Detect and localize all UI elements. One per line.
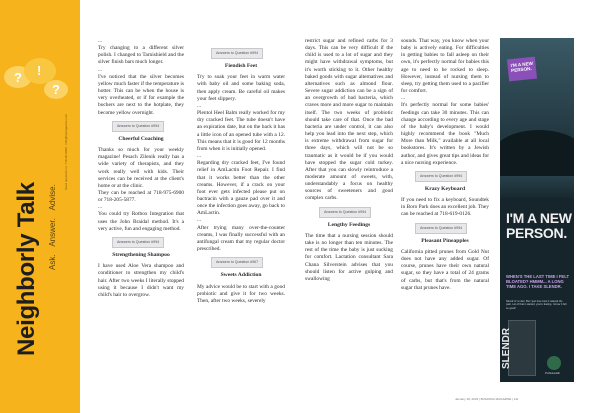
tagline-ask: Ask. <box>48 254 57 270</box>
answer-text: They can be reached at 718-975-6900 or 718-205-5877. <box>98 189 184 204</box>
answer-text: I've noticed that the silver becomes yellow much faster if the temperature is hotter. This can be when the house is very overheated, or if for example the bochers are next to the hotplate, they become yellow overnight. <box>98 73 184 116</box>
answer-text: I have used Aloe Vera shampoo and conditioner to strengthen my child's hair. After two weeks I literally stopped using it because I didn't want my child's hair to overgrow. <box>98 263 184 298</box>
question-tag: Answers to Question #994 <box>211 48 263 59</box>
question-heading: Lengthy Feedings <box>327 221 371 228</box>
answer-text: Try to soak your feet in warm water with baby oil and some baking soda, then apply cream. Be careful oil makes your feet slippery. <box>197 74 285 102</box>
brand-logo-icon <box>547 356 561 370</box>
contact-line: Send questions to: 718-00-0000 · info@bpmagazine.com <box>64 113 68 190</box>
speech-bubble-icon <box>44 80 68 99</box>
section-title: Neighborly Talk <box>13 182 40 356</box>
dots: ... <box>98 38 103 44</box>
answer-text: California pitted prunes from Gold Nut does not have any added sugar. Of course, prunes have their own natural sugar, so they have a total of 24 grams of carbs, but that's from the natural sugar that prunes have. <box>401 248 489 291</box>
answer-text: You could try Rotbox Integration that uses the John Braidal method. It's a very active, fun and engaging method. <box>98 211 184 232</box>
article-column-3 <box>305 38 393 283</box>
question-heading: Krazy Keyboard <box>424 185 466 192</box>
ad-logo-text: ProbioHealth <box>545 372 560 375</box>
question-heading: Fiendish Feet <box>224 63 258 70</box>
answer-text: My advice would be to start with a good probiotic and give it for two weeks. Then, after two weeks, severely <box>197 283 285 304</box>
tagline-advise: Advise. <box>48 184 57 211</box>
ad-rock-image <box>500 130 574 176</box>
section-tagline <box>48 178 57 270</box>
dots: ... <box>197 102 202 109</box>
ad-product-image <box>501 320 536 376</box>
answer-text: restrict sugar and refined carbs for 3 days. This can be very difficult if the child is used to a lot of sugar and they might have withdrawal symptoms, but it's worth sticking to it. Other healthy baked goods with sugar alternatives and alternatives such as almond flour. Severe sugar addiction can be a sign of an overgrowth of bad bacteria, which craves more and more sugar to maintain itself. The two weeks of probiotic should take care of that. Once the bad bacteria are under control, it can also help you lead into the next step, which is extreme withdrawal from sugar for three days, which will not be so traumatic as it would be if you would have stopped the sugar cold turkey. After that you can slowly reintroduce a moderate amount of sweets, with, understandably a focus on healthy sources of sweeteners and good complex carbs. <box>305 38 393 202</box>
answer-text: After trying many over-the-counter creams, I was finally successful with an antifungal cream that my regular doctor prescribed. <box>197 224 285 253</box>
page-footer: January 18, 2023 | BUILDING MAGAZINE | 111 <box>455 397 519 401</box>
dots: ... <box>98 204 103 211</box>
tagline-answer: Answer. <box>48 218 57 247</box>
question-heading: Pleasant Pineapples <box>421 237 469 244</box>
question-mark-icon: ? <box>14 70 22 85</box>
dots: ... <box>197 153 202 160</box>
question-tag: Answers to Question #994 <box>112 121 164 132</box>
question-tag: Answers to Question #994 <box>319 207 371 218</box>
question-mark-icon: ? <box>52 82 60 97</box>
sidebar-banner <box>0 0 80 413</box>
answer-text: Plentol Heel Balm really worked for my dry cracked feet. The tube doesn't have an expiration date, but on the back it has a little icon of an opened tube with a 12. This means that it is good for 12 months from when it is initially opened. <box>197 110 285 152</box>
article-column-4 <box>401 38 489 292</box>
answer-text: Thanks so much for your weekly magazine! Pesach Zilenik really has a wide variety of therapists, and they work really well with kids. Their services can be received at the client's home or at the clinic. <box>98 147 184 189</box>
question-heading: Sweets Addiction <box>220 272 262 279</box>
question-tag: Answers to Question #994 <box>415 223 467 234</box>
answer-text: It's perfectly normal for some babies' feedings can take 30 minutes. This can change according to every age and stage of the baby's development. I would highly recommend the book "Much More than Milk," available at all local bookstores. It's written by a Jewish author, and gives great tips and ideas for a nice nursing experience. <box>401 102 489 166</box>
question-heading: Strengthening Shampoo <box>112 252 170 259</box>
question-tag: Answers to Question #994 <box>112 237 164 248</box>
question-tag: Answers to Question #967 <box>211 257 263 268</box>
question-heading: Cheerful Coaching <box>118 135 164 142</box>
dots: ... <box>401 95 406 102</box>
ad-badge: I'M A NEW PERSON. <box>507 57 537 82</box>
answer-text: Try changing to a different silver polish. I changed to Tarnishield and the silver finish bars much longer. <box>98 45 184 66</box>
slendr-advertisement[interactable] <box>500 38 574 382</box>
answer-text: sounds. That way, you know when your baby is actively eating. For difficulties in getting babies to fall asleep on their own, it's perfectly normal for babies this age to need to be rocked to sleep. However, instead of nursing them to sleep, try getting them used to a pacifier for comfort. <box>401 38 489 95</box>
answer-text: Regarding dry cracked feet, I've found relief in AmLactin Foot Repair. I find that it works better than the other creams. However, if a crack on your foot ever gets infected please put on bactracin with a gauze pad over it and once the infection goes away, go back to AmLactin. <box>197 160 285 217</box>
ad-product-name: SLENDR <box>501 327 512 369</box>
answer-text: If you need to fix a keyboard, Soundtek in Boro Park does an excellent job. They can be reached at 718-619-0126. <box>401 197 489 218</box>
question-tag: Answers to Question #994 <box>415 171 467 182</box>
dots: ... <box>197 217 202 224</box>
ad-body-text: Slendr in't a diet. But I just love how it relaxed the pain. Lot of that it started, you're feeling. I know it felt so good! <box>506 300 567 310</box>
answer-text: The time that a nursing session should take is no longer than ten minutes. The rest of the time the baby is just sucking for comfort. Lactation consultant Sara Chana Silverstein advises that you should listen for active gulping and swallowing <box>305 232 393 282</box>
ad-headline: I'M A NEW PERSON. <box>506 210 572 241</box>
ad-subheadline: WHEN'S THE LAST TIME I FELT BLOATED? HMMM... A LONG TIME AGO. I TAKE SLENDR. <box>506 274 570 289</box>
article-column-2 <box>197 38 285 305</box>
exclamation-mark-icon: ! <box>37 63 42 78</box>
dots: ... <box>98 66 103 73</box>
article-column-1 <box>98 38 184 299</box>
